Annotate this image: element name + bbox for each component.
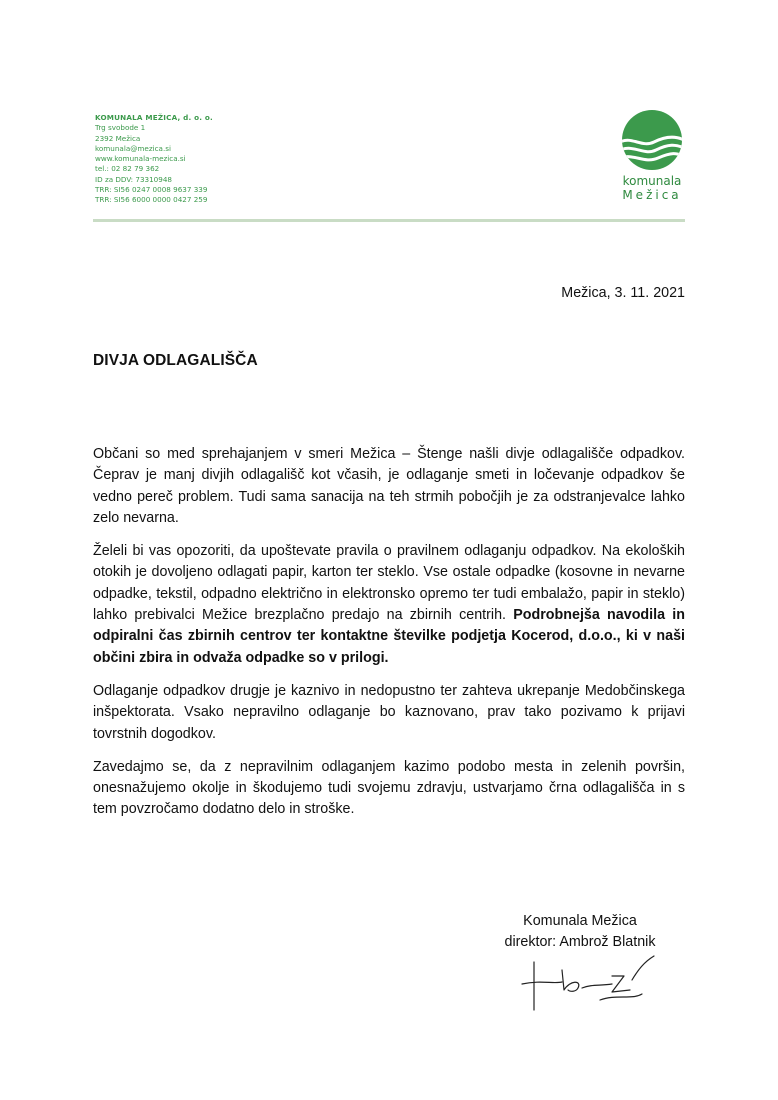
paragraph-4: Zavedajmo se, da z nepravilnim odlaganjem kazimo podobo mesta in zelenih površin, onesnažujemo okolje in škodujemo tudi svojemu zdravju, ustvarjamo črna odlagališča in s tem povzročamo dodatno delo in stroške. (93, 758, 685, 818)
paragraph-2-bold: Podrobnejša navodila in odpiralni čas zbirnih centrov ter kontaktne številke podjetja Kocerod, d.o.o., ki v naši občini zbira in odvaža odpadke so v prilogi. (93, 607, 685, 666)
letter-body (93, 444, 685, 833)
paragraph-2 (93, 541, 685, 669)
paragraph-3: Odlaganje odpadkov drugje je kaznivo in nedopustno ter zahteva ukrepanje Medobčinskega inšpektorata. Vsako nepravilno odlaganje bo kaznovano, prav tako pozivamo k prijavi tovrstnih dogodkov. (93, 682, 685, 742)
company-address: Trg svobode 1 (95, 123, 146, 133)
signature-organization: Komunala Mežica (523, 913, 637, 929)
paragraph-1: Občani so med sprehajanjem v smeri Mežica – Štenge našli divje odlagališče odpadkov. Čeprav je manj divjih odlagališč kot včasih, je odlaganje smeti in ločevanje odpadkov še vedno pereč problem. Tudi sama sanacija na teh strmih pobočjih je za odstranjevalce lahko zelo nevarna. (93, 446, 685, 526)
company-email: komunala@mezica.si (95, 143, 171, 153)
logo-icon (620, 108, 684, 172)
company-postal: 2392 Mežica (95, 133, 141, 143)
letter-title: DIVJA ODLAGALIŠČA (93, 352, 258, 369)
company-logo (612, 108, 692, 208)
company-trr1: TRR: SI56 0247 0008 9637 339 (95, 185, 208, 195)
letter-date: Mežica, 3. 11. 2021 (561, 285, 685, 301)
logo-text-line1: komunala (622, 174, 682, 188)
company-trr2: TRR: SI56 6000 0000 0427 259 (95, 195, 208, 205)
logo-text-line2: Mežica (622, 188, 682, 202)
handwritten-signature (520, 950, 660, 1020)
header-divider (93, 219, 685, 222)
company-name: KOMUNALA MEŽICA, d. o. o. (95, 113, 213, 122)
company-vat: ID za DDV: 73310948 (95, 174, 172, 184)
signature-block (500, 911, 660, 953)
paragraph-2-text: Želeli bi vas opozoriti, da upoštevate pravila o pravilnem odlaganju odpadkov. Na ekoloških otokih je dovoljeno odlagati papir, karton ter steklo. Vse ostale odpadke (kosovne in nevarne odpadke, tekstil, odpadno električno in elektronsko opremo ter tudi embalažo, papir in steklo) lahko prebivalci Mežice brezplačno predajo na zbirnih centrih. (93, 543, 685, 624)
company-phone: tel.: 02 82 79 362 (95, 164, 160, 174)
signature-signatory: direktor: Ambrož Blatnik (504, 934, 656, 950)
company-web: www.komunala-mezica.si (95, 154, 186, 164)
company-info (95, 113, 213, 206)
